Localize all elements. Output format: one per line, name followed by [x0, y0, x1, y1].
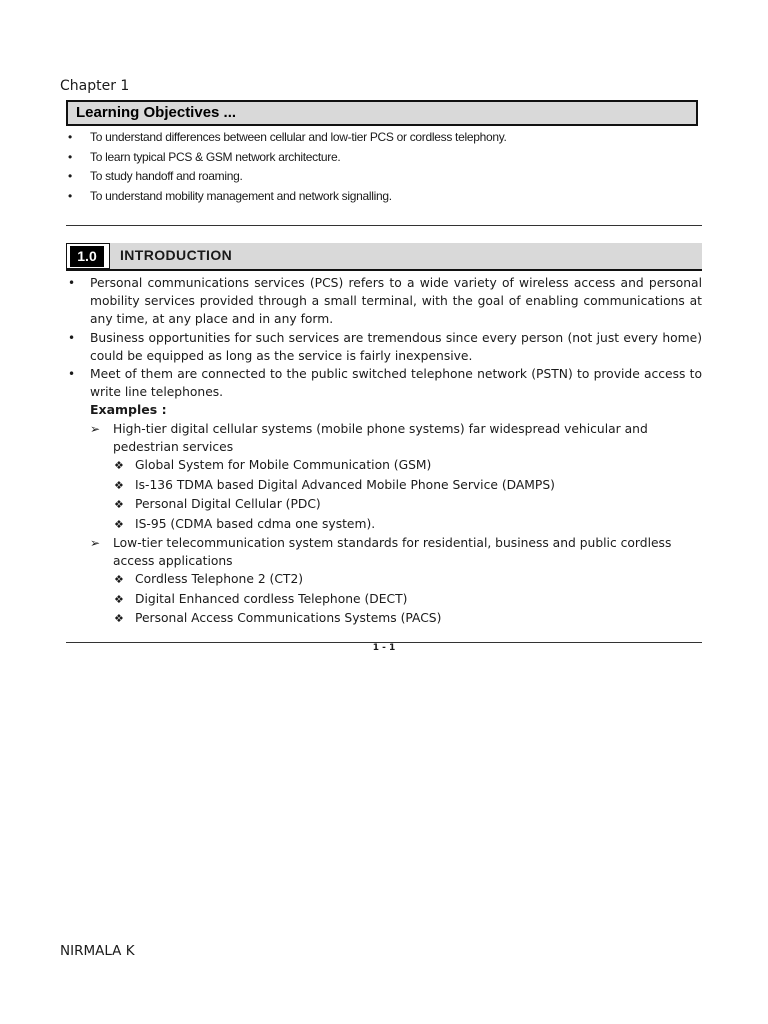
page-number: 1 - 1 — [372, 643, 396, 653]
example-item: ❖ Personal Digital Cellular (PDC) — [68, 495, 702, 515]
introduction-body — [68, 274, 702, 629]
bullet-icon: • — [68, 367, 76, 382]
intro-bullet: • Business opportunities for such services are tremendous since every person (not just every home) could be equipped as long as the service is fairly inexpensive. — [68, 330, 702, 363]
example-category: ➢ Low-tier telecommunication system standards for residential, business and public cordless access applications — [90, 536, 672, 569]
diamond-bullet-icon: ❖ — [114, 517, 124, 531]
diamond-bullet-icon: ❖ — [114, 573, 124, 587]
example-item: ❖ Personal Access Communications Systems (PACS) — [68, 609, 702, 629]
example-item: ❖ Global System for Mobile Communication (GSM) — [68, 456, 702, 476]
learning-objectives-header — [66, 100, 698, 126]
bullet-icon: • — [68, 276, 76, 290]
diamond-bullet-icon: ❖ — [114, 592, 124, 606]
section-divider — [66, 225, 702, 226]
objective-item: • To understand differences between cellular and low-tier PCS or cordless telephony. — [68, 128, 708, 148]
intro-bullet: • Meet of them are connected to the public switched telephone network (PSTN) to provide access to write line telephones. — [68, 367, 702, 400]
learning-objectives-title: Learning Objectives ... — [76, 104, 237, 121]
example-item: ❖ Cordless Telephone 2 (CT2) — [68, 570, 702, 590]
bullet-icon: • — [68, 188, 72, 203]
example-item: ❖ IS-95 (CDMA based cdma one system). — [68, 515, 702, 535]
objective-item: • To learn typical PCS & GSM network architecture. — [68, 148, 708, 168]
bullet-icon: • — [68, 169, 72, 183]
arrow-bullet-icon: ➢ — [90, 536, 101, 551]
example-item: ❖ Digital Enhanced cordless Telephone (DECT) — [68, 590, 702, 610]
bullet-icon: • — [68, 149, 72, 164]
examples-label: Examples : — [90, 402, 167, 418]
arrow-bullet-icon: ➢ — [90, 421, 101, 436]
bullet-icon: • — [68, 130, 72, 144]
learning-objectives-list — [68, 128, 708, 206]
section-header — [66, 243, 702, 271]
objective-item: • To understand mobility management and network signalling. — [68, 187, 708, 207]
section-title: INTRODUCTION — [120, 247, 233, 263]
section-number-box — [66, 243, 110, 269]
example-item: ❖ Is-136 TDMA based Digital Advanced Mobile Phone Service (DAMPS) — [68, 476, 702, 496]
diamond-bullet-icon: ❖ — [114, 498, 124, 512]
example-category: ➢ High-tier digital cellular systems (mobile phone systems) far widespread vehicular and pedestrian services — [90, 421, 648, 454]
diamond-bullet-icon: ❖ — [114, 459, 124, 473]
section-number: 1.0 — [70, 246, 104, 267]
objective-item: • To study handoff and roaming. — [68, 167, 708, 187]
chapter-label: Chapter 1 — [60, 78, 130, 94]
author-footer: NIRMALA K — [60, 943, 135, 959]
diamond-bullet-icon: ❖ — [114, 612, 124, 626]
bullet-icon: • — [68, 330, 76, 345]
intro-bullet: • Personal communications services (PCS) refers to a wide variety of wireless access and personal mobility services provided through a small terminal, with the goal of enabling communications at any time, at any place and in any form. — [68, 276, 702, 327]
diamond-bullet-icon: ❖ — [114, 478, 124, 492]
